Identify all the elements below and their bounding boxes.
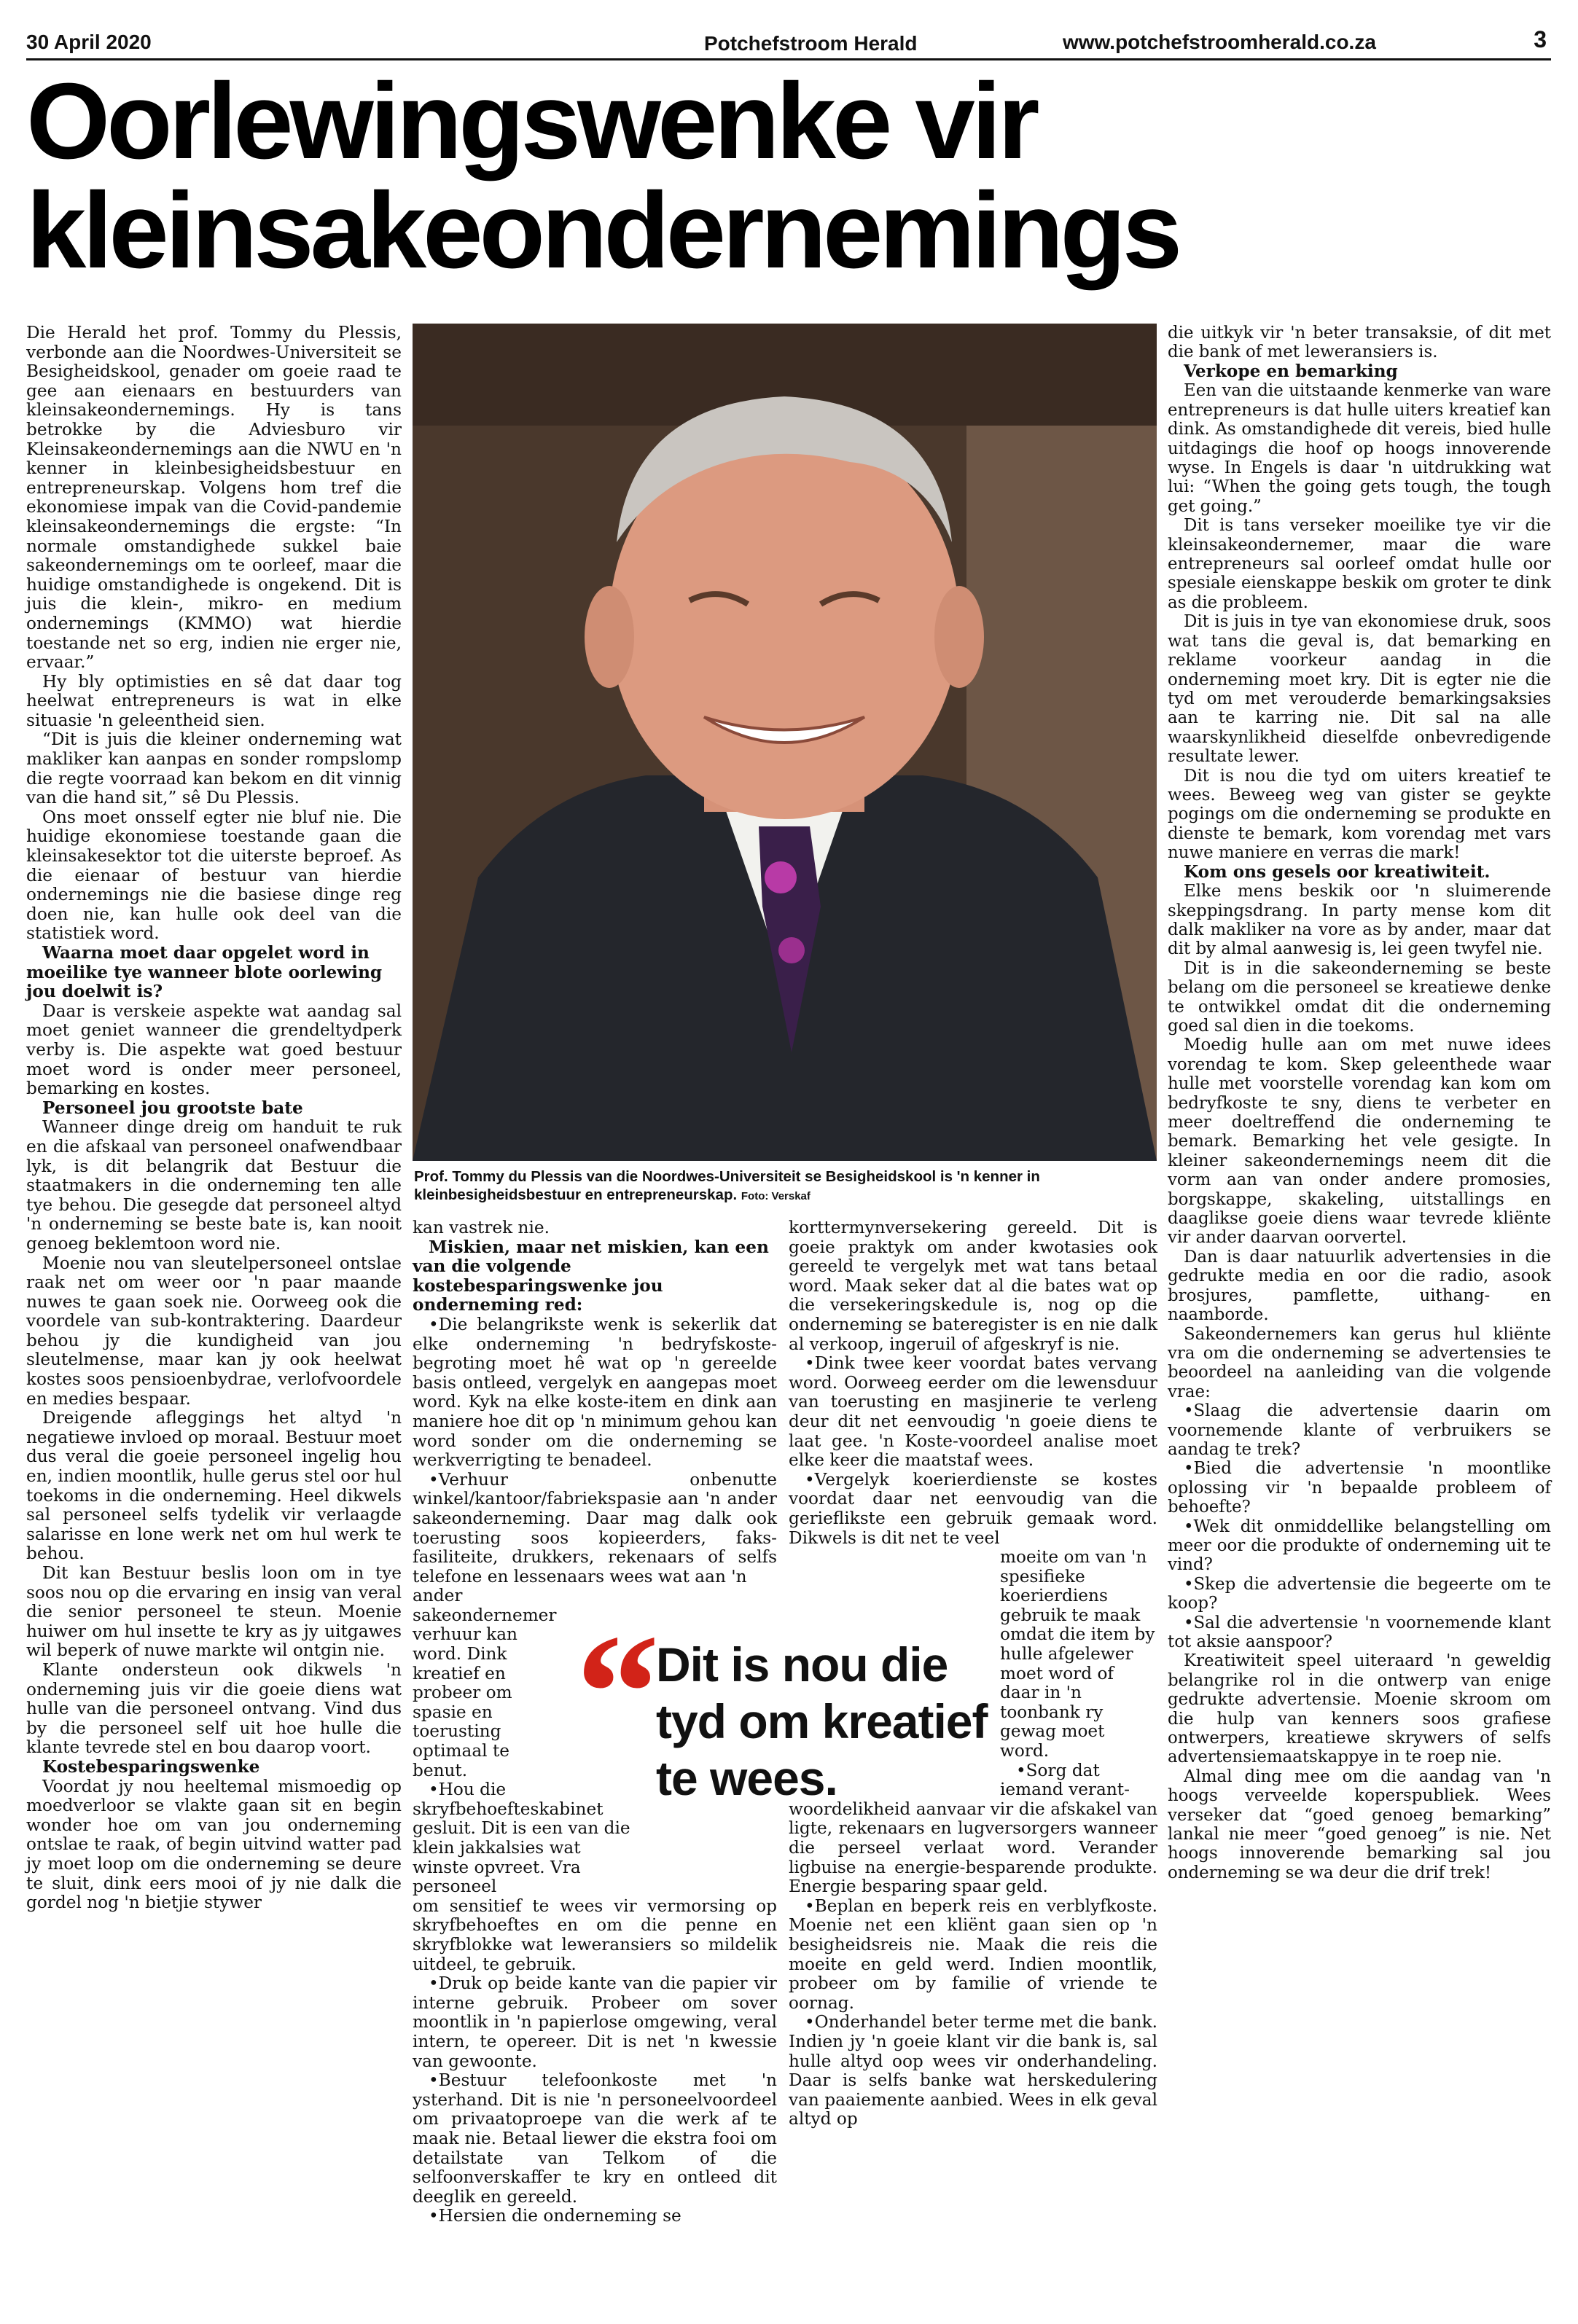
paragraph: Ons moet onsself egter nie bluf nie. Die huidige ekonomiese toestande gaan die kleinsakesektor tot die uiterste beproef. As die eienaar of bestuur van hierdie ondernemings nie die basiese dinge reg doen nie, kan hulle ook deel van die statistiek word. <box>26 807 402 944</box>
subheading: Kom ons gesels oor kreatiwiteit. <box>1184 861 1491 882</box>
paragraph: Dreigende afleggings het altyd 'n negatiewe invloed op moraal. Bestuur moet dus veral die goeie personeel ingelig hou en, indien moontlik, hulle gerus stel oor hul toekoms in die onderneming. Heel dikwels sal personeel selfs tydelik vir verlaagde salarisse en lone werk net om hul werk te behou. <box>26 1408 402 1564</box>
photo-credit: Foto: Verskaf <box>741 1190 811 1202</box>
bullet-paragraph: •Verhuur onbenutte winkel/kantoor/fabriekspasie aan 'n ander sakeonderneming. Daar mag dalk ook toerusting soos kopieerders, faks-fasiliteite, drukkers, rekenaars of selfs telefone en lessenaars wees wat aan 'n <box>413 1469 777 1586</box>
paragraph: Een van die uitstaande kenmerke van ware entrepreneurs is dat hulle uiters kreatief kan dink. As omstandighede dit vereis, bied hulle uitdagings die hoof op hoogs innoverende wyse. In Engels is daar 'n uitdrukking wat lui: “When the going gets tough, the tough get going.” <box>1168 381 1551 516</box>
subheading: Verkope en bemarking <box>1184 361 1398 381</box>
paragraph: Sakeondernemers kan gerus hul kliënte vra om die onderneming se advertensies te beoordeel na aanleiding van die volgende vrae: <box>1168 1324 1551 1401</box>
subheading: Kostebesparingswenke <box>42 1756 260 1777</box>
portrait-photo <box>413 324 1157 1161</box>
bullet-paragraph: •Bestuur telefoonkoste met 'n ysterhand. Dit is nie 'n personeelvoordeel om privaatoproepe van die werk af te maak nie. Betaal liewer die ekstra fooi om detailstate van Telkom of die selfoonverskaffer te kry en ontleed dit deeglik en gereeld. <box>413 2070 777 2207</box>
paragraph: Kreatiwiteit speel uiteraard 'n geweldig belangrike rol in die ontwerp van enige gedrukte advertensie. Moenie skroom om die hulp van kenners soos grafiese ontwerpers, kreatiewe skrywers of selfs advertensiemaatskappye in te roep nie. <box>1168 1651 1551 1767</box>
subheading: Waarna moet daar opgelet word in moeilike tye wanneer blote oorlewing jou doelwit is? <box>26 943 383 1002</box>
paragraph: Dan is daar natuurlik advertensies in die gedrukte media en oor die radio, asook brosjures, pamflette, uithang- en naamborde. <box>1168 1247 1551 1325</box>
paragraph: “Dit is juis die kleiner onderneming wat makliker kan aanpas en sonder rompslomp die regte voorraad kan bekom en dit vinnig van die hand sit,” sê Du Plessis. <box>26 729 402 808</box>
bullet-paragraph: •Hou die skryfbehoefteskabinet gesluit. Dit is een van die klein jakkalsies wat winste opvreet. Vra personeel <box>413 1780 630 1897</box>
photo-caption <box>414 1167 1156 1205</box>
paragraph: Elke mens beskik oor 'n sluimerende skeppingsdrang. In party mense kom dit dalk makliker na vore as by ander, maar dat dit by almal aanwesig is, lei geen twyfel nie. <box>1168 882 1551 959</box>
article-column-4 <box>1168 324 1551 1882</box>
paragraph: Moenie nou van sleutelpersoneel ontslae raak net om weer oor 'n paar maande nuwes te gaan soek nie. Oorweeg ook die voordele van sub-kontraktering. Daardeur behou jy die kundigheid van jou sleutelmense, maar kan jy ook heelwat kostes soos pensioenbydrae, verlofvoordele en medies bespaar. <box>26 1253 402 1409</box>
paragraph: Dit is nou die tyd om uiters kreatief te wees. Beweeg weg van gister se geykte pogings om die onderneming se produkte en dienste te bemark, kom vorendag met vars nuwe maniere en verras die mark! <box>1168 766 1551 863</box>
bullet-paragraph: •Beplan en beperk reis en verblyfkoste. Moenie net een kliënt gaan sien op 'n besigheidsreis nie. Maak die reis die moeite en geld werd. Indien moontlik, probeer om by familie of vriende te oornag. <box>789 1895 1157 2013</box>
paragraph: Hy bly optimisties en sê dat daar tog heelwat entrepreneurs is wat in elke situasie 'n geleentheid sien. <box>26 671 402 730</box>
paragraph: Die Herald het prof. Tommy du Plessis, verbonde aan die Noordwes-Universiteit se Besigheidskool, genader om goeie raad te gee aan eienaars en bestuurders van kleinsakeondernemings. Hy is tans betrokke by die Adviesburo vir Kleinsakeondernemings aan die NWU en 'n kenner in kleinbesigheidsbestuur en entrepreneurskap. Volgens hom tref die ekonomiese impak van die Covid-pandemie kleinsakeondernemings die ergste: “In normale omstandighede sukkel baie sakeondernemings om te oorleef, maar die huidige omstandighede is ongekend. Dit is juis die klein-, mikro- en medium ondernemings (KMMO) wat hierdie toestande net so erg, indien nie erger nie, ervaar.” <box>26 323 402 673</box>
bullet-paragraph: •Hersien die onderneming se <box>429 2206 681 2226</box>
subheading: Miskien, maar net miskien, kan een van die volgende kostebesparingswenke jou onderneming red: <box>413 1237 769 1315</box>
paragraph: Almal ding mee om die aandag van 'n hoogs verveelde koperspubliek. Wees verseker dat “goed genoeg bemarking” lankal nie meer “goed genoeg” is nie. Net hoogs innoverende bemarking sal jou onderneming se wa deur die drif trek! <box>1168 1767 1551 1882</box>
bullet-paragraph: •Sorg dat iemand verant- <box>1000 1760 1130 1800</box>
paragraph: Klante ondersteun ook dikwels 'n onderneming juis vir die goeie diens wat hulle van die personeel ontvang. Vind dus by die personeel self uit hoe hulle die klante tevrede stel en bou daarop voort. <box>26 1659 402 1758</box>
bullet-paragraph: •Sal die advertensie 'n voornemende klant tot aksie aanspoor? <box>1168 1613 1551 1651</box>
subheading: Personeel jou grootste bate <box>42 1098 303 1118</box>
portrait-illustration <box>413 324 1157 1161</box>
paragraph: Dit is tans verseker moeilike tye vir die kleinsakeondernemer, maar die ware entrepreneurs sal oorleef omdat hulle oor spesiale eienskappe beskik om groter te dink as die probleem. <box>1168 516 1551 612</box>
bullet-paragraph: •Skep die advertensie die begeerte om te koop? <box>1168 1574 1551 1613</box>
paragraph: ander sakeondernemer verhuur kan word. Dink kreatief en probeer om spasie en toerusting optimaal te benut. <box>413 1586 557 1780</box>
bullet-paragraph: •Die belangrikste wenk is sekerlik dat elke onderneming 'n bedryfskoste-begroting moet hê wat op 'n gereelde basis ontleed, vergelyk en aangepas moet word. Kyk na elke koste-item en dink aan maniere hoe dit op 'n minimum gehou kan word sonder om die onderneming se werkverrigting te benadeel. <box>413 1314 777 1471</box>
bullet-paragraph: •Slaag die advertensie daarin om voornemende klante of verbruikers se aandag te trek? <box>1168 1401 1551 1459</box>
paragraph: korttermynversekering gereeld. Dit is goeie praktyk om ander kwotasies ook gereeld te vergelyk met wat tans betaal word. Maak seker dat al die bates wat op die versekeringskedule is, nog op die onderneming se bateregister is en nie dalk al verkoop, ingeruil of afgeskryf is nie. <box>789 1218 1157 1354</box>
issue-date: 30 April 2020 <box>26 31 152 53</box>
paragraph: Dit is juis in tye van ekonomiese druk, soos wat tans die geval is, dat bemarking en reklame voorkeur aandag in die onderneming moet kry. Dit is egter nie die tyd om met verouderde bemarkingsaksies aan te karring nie. Dit sal na alle waarskynlikheid dieselfde onbevredigende resultate lewer. <box>1168 612 1551 767</box>
headline-line-1: Oorlewingswenke vir <box>26 61 1036 181</box>
paragraph: woordelikheid aanvaar vir die afskakel van ligte, rekenaars en lugversorgers wanneer die perseel verlaat word. Verander ligbuise na energie-besparende produkte. Energie besparing spaar geld. <box>789 1799 1157 1897</box>
headline <box>26 61 1557 291</box>
website-url: www.potchefstroomherald.co.za <box>1063 31 1376 53</box>
page-number: 3 <box>1534 26 1547 52</box>
paragraph: moeite om van 'n spesifieke koerierdiens gebruik te maak omdat die item by hulle afgelewer moet word of daar in 'n toonbank ry gewag moet word. <box>1000 1547 1155 1761</box>
bullet-paragraph: •Bied die advertensie 'n moontlike oplossing vir 'n bepaalde probleem of behoefte? <box>1168 1459 1551 1517</box>
quote-mark-icon: “ <box>576 1600 660 1785</box>
newspaper-name: Potchefstroom Herald <box>704 32 918 55</box>
bullet-paragraph: •Vergelyk koerierdienste se kostes voordat daar net eenvoudig van die gerieflikste een gebruik gemaak word. Dikwels is dit net te veel <box>789 1469 1157 1548</box>
bullet-paragraph: •Druk op beide kante van die papier vir interne gebruik. Probeer om sover moontlik in 'n papierlose omgewing, veral intern, te opereer. Dit is net 'n kwessie van gewoonte. <box>413 1973 777 2071</box>
masthead <box>26 26 1551 63</box>
paragraph: Dit kan Bestuur beslis loon om in tye soos nou op die ervaring en insig van veral die senior personeel te steun. Moenie huiwer om hul insette te kry as jy uitgawes wil beperk of nuwe markte wil ontgin nie. <box>26 1563 402 1661</box>
paragraph: Voordat jy nou heeltemal mismoedig op moedverloor se vlakte gaan sit en begin wonder hoe om van jou onderneming ontslae te raak, of begin uitvind watter pad jy moet loop om die onderneming se deure te sluit, dink eers mooi of jy nie dalk die gordel nog 'n bietjie stywer <box>26 1776 402 1913</box>
article-column-1 <box>26 324 402 1913</box>
bullet-paragraph: •Dink twee keer voordat bates vervang word. Oorweeg eerder om die lewensduur van toerusting en masjinerie te verleng deur dit net eenvoudig 'n goeie diens te laat gee. 'n Koste-voordeel analise moet elke keer die maatstaf wees. <box>789 1353 1157 1471</box>
paragraph: kan vastrek nie. <box>413 1218 550 1237</box>
paragraph: Wanneer dinge dreig om handuit te ruk en die afskaal van personeel onafwendbaar lyk, is dit belangrik dat Bestuur die staatmakers in die onderneming ten alle tye behou. Die gesegde dat personeel altyd 'n onderneming se beste bate is, kan nooit genoeg beklemtoon word nie. <box>26 1117 402 1253</box>
paragraph: Moedig hulle aan om met nuwe idees vorendag te kom. Skep geleenthede waar hulle met voorstelle vorendag kan kom om bedryfkoste te sny, diens te verbeter en meer doeltreffend die onderneming te bemark. Bemarking het vele gesigte. In kleiner sakeondernemings neem dit die vorm aan van onder andere promosies, borgskappe, skakeling, uitstallings en daaglikse goeie diens waar tevrede kliënte vir ander daarvan oorvertel. <box>1168 1036 1551 1248</box>
headline-line-2: kleinsakeondernemings <box>26 171 1179 291</box>
paragraph: om sensitief te wees vir vermorsing op skryfbehoeftes en om die penne en skryfblokke wat leweransiers so mildelik uitdeel, te gebruik. <box>413 1895 777 1974</box>
bullet-paragraph: •Onderhandel beter terme met die bank. Indien jy 'n goeie klant vir die bank is, sal hulle altyd oop wees vir onderhandeling. Daar is selfs banke wat herskedulering van paaiemente aanbied. Wees in elk geval altyd op <box>789 2012 1157 2129</box>
caption-text: Prof. Tommy du Plessis van die Noordwes-Universiteit se Besigheidskool is 'n kenner in kleinbesigheidsbestuur en entrepreneurskap. <box>414 1168 1040 1203</box>
paragraph: Daar is verskeie aspekte wat aandag sal moet geniet wanneer die grendeltydperk verby is. Die aspekte wat goed bestuur moet word is onder meer personeel, bemarking en kostes. <box>26 1001 402 1099</box>
bullet-paragraph: •Wek dit onmiddellike belangstelling om meer oor die produkte of onderneming uit te vind? <box>1168 1517 1551 1575</box>
pull-quote-text: Dit is nou die tyd om kreatief te wees. <box>656 1638 988 1805</box>
paragraph: die uitkyk vir 'n beter transaksie, of dit met die bank of met leweransiers is. <box>1168 324 1551 362</box>
masthead-rule <box>26 58 1551 60</box>
paragraph: Dit is in die sakeonderneming se beste belang om die personeel se kreatiewe denke te ontwikkel omdat dit die onderneming goed sal dien in die toekoms. <box>1168 958 1551 1036</box>
